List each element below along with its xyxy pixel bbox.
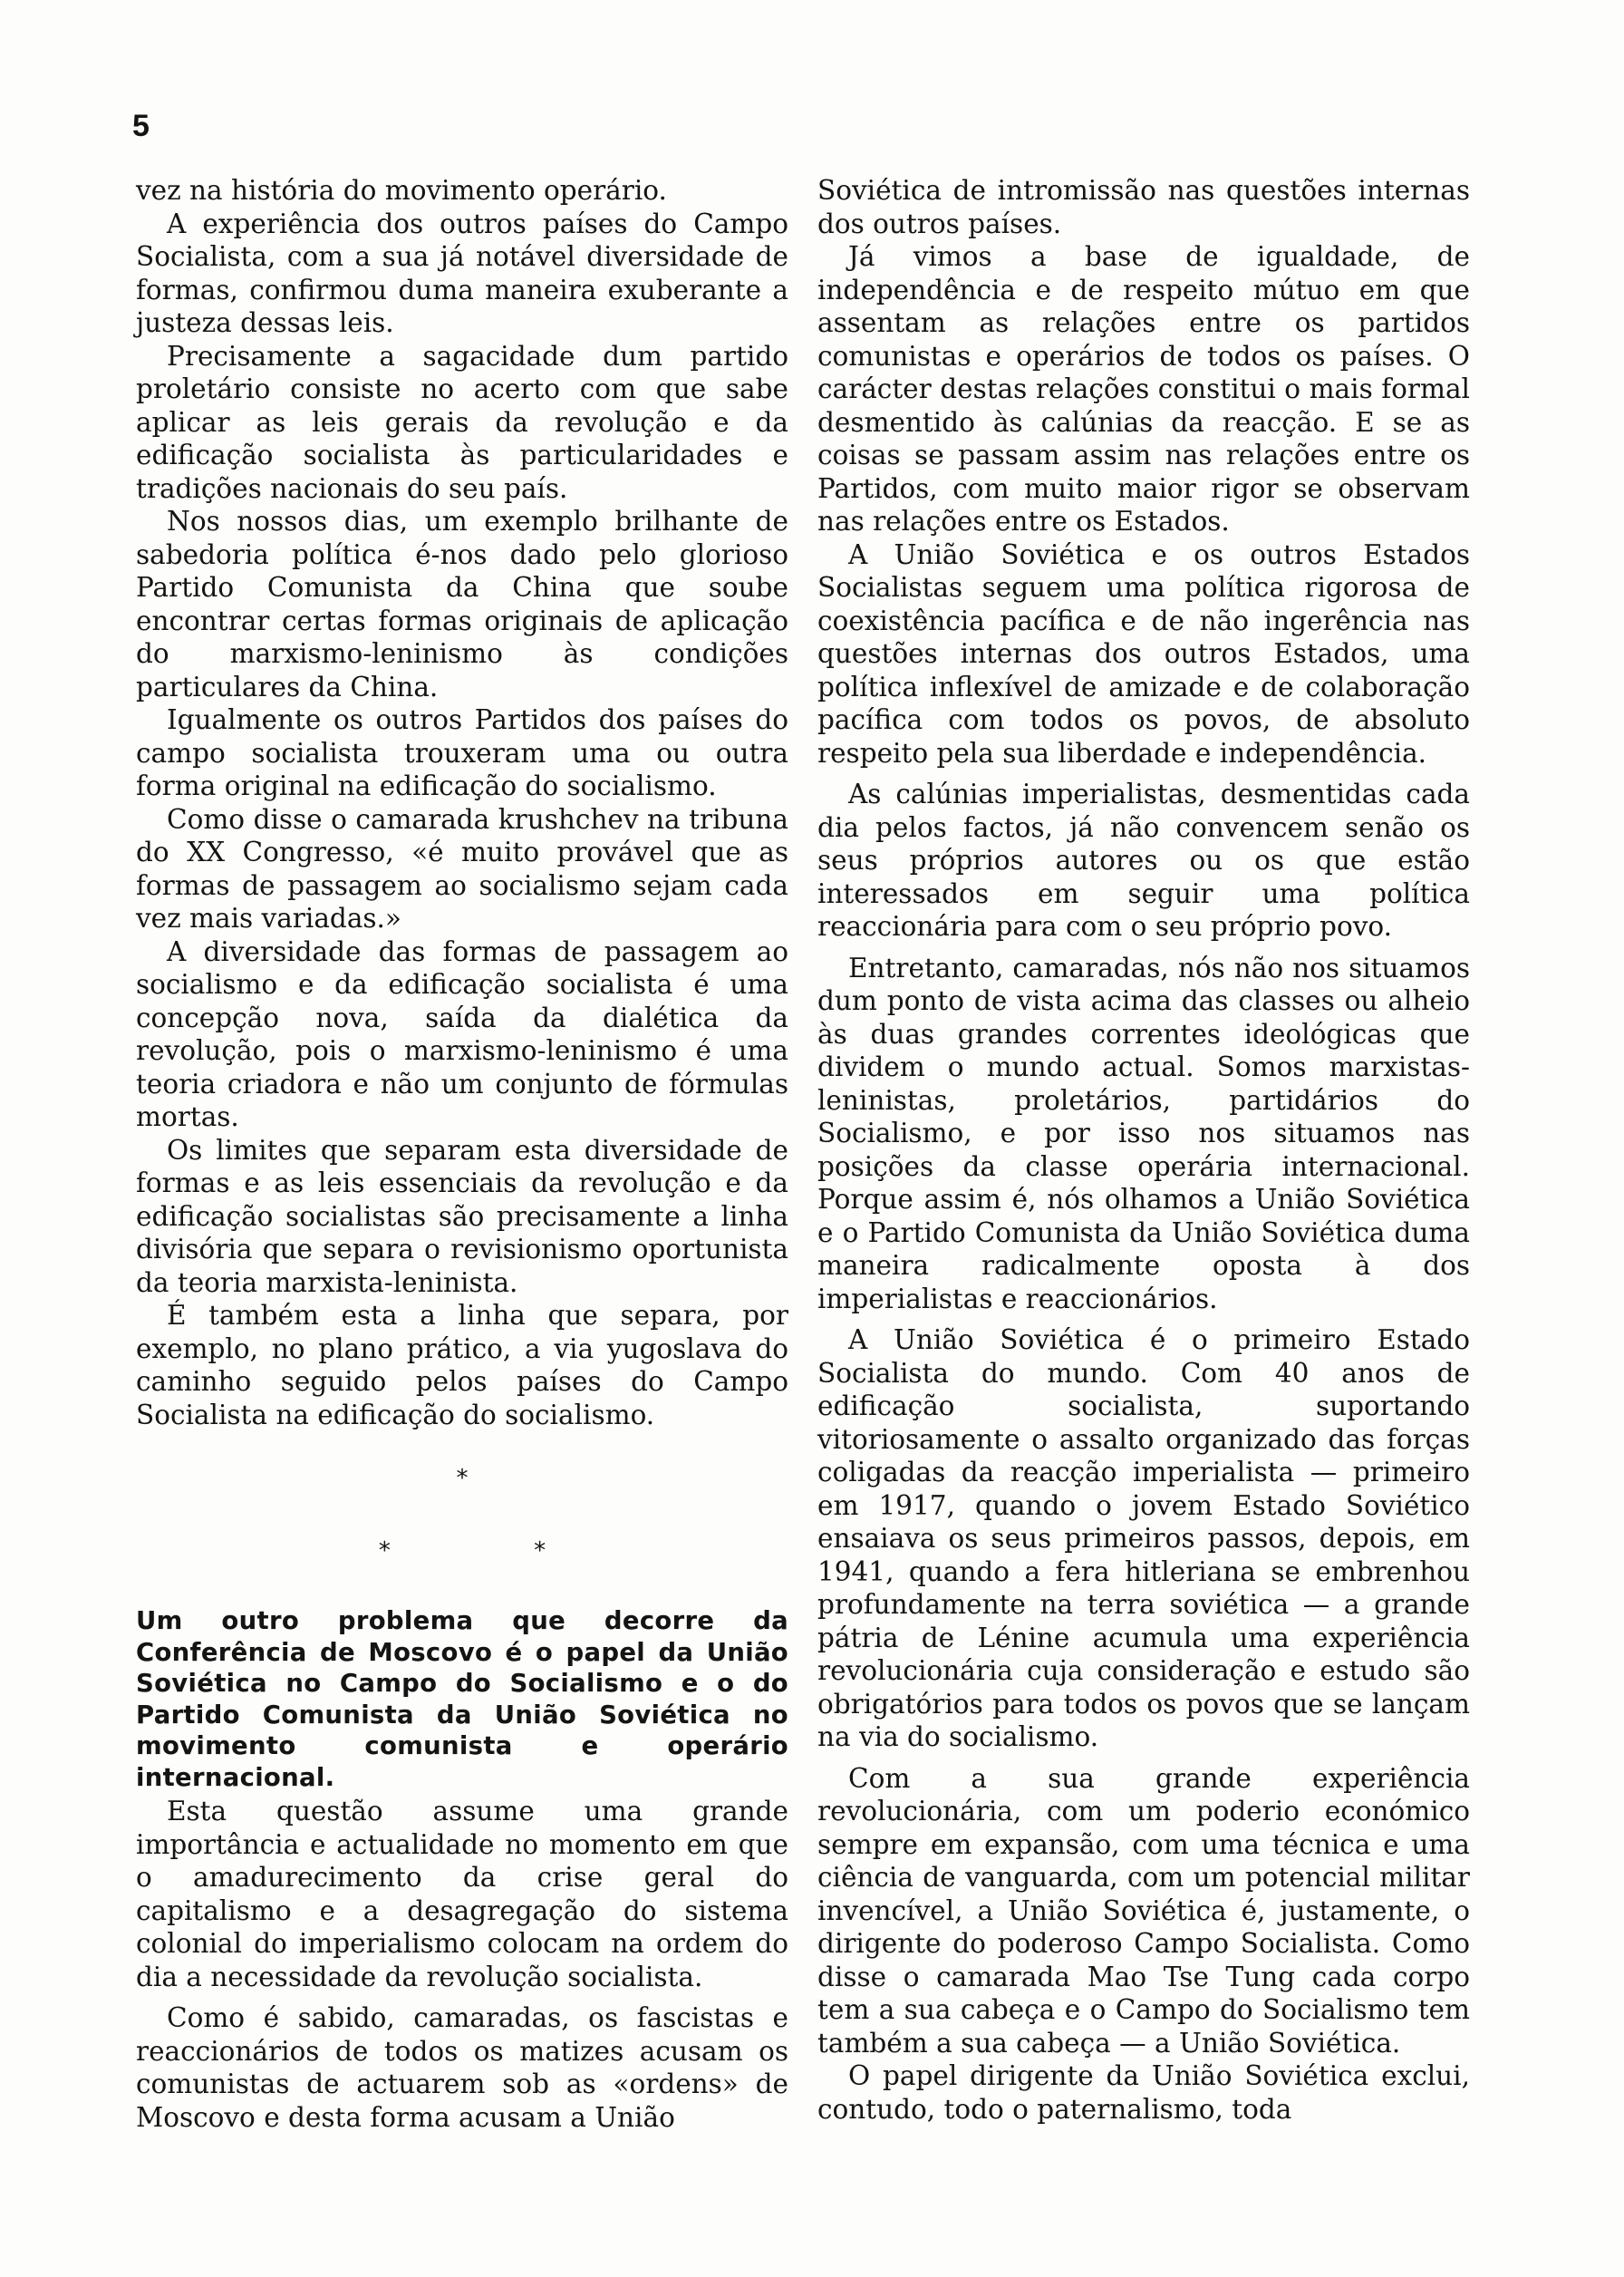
paragraph: O papel dirigente da União Soviética exclui, contudo, todo o paternalismo, toda <box>817 2060 1470 2125</box>
right-column <box>817 174 1470 2126</box>
section-separator-bottom: * * <box>378 1537 546 1565</box>
paragraph: Como é sabido, camaradas, os fascistas e reaccionários de todos os matizes acusam os comunistas de actuarem sob as «ordens» de Moscovo e desta forma acusam a União <box>136 2002 788 2133</box>
paragraph: Com a sua grande experiência revolucionária, com um poderio económico sempre em expansão, com uma técnica e uma ciência de vanguarda, com um potencial militar invencível, a União Soviética é, justamente, o dirigente do poderoso Campo Socialista. Como disse o camarada Mao Tse Tung cada corpo tem a sua cabeça e o Campo do Socialismo tem também a sua cabeça — a União Soviética. <box>817 1762 1470 2059</box>
paragraph: Já vimos a base de igualdade, de independência e de respeito mútuo em que assentam as relações entre os partidos comunistas e operários de todos os países. O carácter destas relações constitui o mais formal desmentido às calúnias da reacção. E se as coisas se passam assim nas relações entre os Partidos, com muito maior rigor se observam nas relações entre os Estados. <box>817 241 1470 537</box>
paragraph: A União Soviética e os outros Estados Socialistas seguem uma política rigorosa de coexistência pacífica e de não ingerência nas questões internas dos outros Estados, uma política inflexível de amizade e de colaboração pacífica com todos os povos, de absoluto respeito pela sua liberdade e independência. <box>817 538 1470 769</box>
paragraph: Igualmente os outros Partidos dos países do campo socialista trouxeram uma ou outra forma original na edificação do socialismo. <box>136 704 788 801</box>
section-separator-top: * <box>456 1465 469 1492</box>
left-column <box>136 174 788 2134</box>
paragraph: Os limites que separam esta diversidade de formas e as leis essenciais da revolução e da edificação socialistas são precisamente a linha divisória que separa o revisionismo oportunista da teoria marxista-leninista. <box>136 1134 788 1298</box>
paragraph: Como disse o camarada krushchev na tribuna do XX Congresso, «é muito provável que as formas de passagem ao socialismo sejam cada vez mais variadas.» <box>136 803 788 934</box>
paragraph: Soviética de intromissão nas questões internas dos outros países. <box>817 175 1470 239</box>
paragraph: vez na história do movimento operário. <box>136 175 667 206</box>
paragraph: Nos nossos dias, um exemplo brilhante de sabedoria política é-nos dado pelo glorioso Partido Comunista da China que soube encontrar certas formas originais de aplicação do marxismo-leninismo às condições particulares da China. <box>136 506 788 702</box>
paragraph: Esta questão assume uma grande importância e actualidade no momento em que o amadurecimento da crise geral do capitalismo e a desagregação do sistema colonial do imperialismo colocam na ordem do dia a necessidade da revolução socialista. <box>136 1796 788 1992</box>
paragraph: Precisamente a sagacidade dum partido proletário consiste no acerto com que sabe aplicar as leis gerais da revolução e da edificação socialista às particularidades e tradições nacionais do seu país. <box>136 340 788 504</box>
paragraph: É também esta a linha que separa, por exemplo, no plano prático, a via yugoslava do caminho seguido pelos países do Campo Socialista na edificação do socialismo. <box>136 1300 788 1430</box>
paragraph: As calúnias imperialistas, desmentidas cada dia pelos factos, já não convencem senão os seus próprios autores ou os que estão interessados em seguir uma política reaccionária para com o seu próprio povo. <box>817 779 1470 942</box>
section-heading: Um outro problema que decorre da Conferência de Moscovo é o papel da União Soviética no Campo do Socialismo e o do Partido Comunista da União Soviética no movimento comunista e operário internacional. <box>136 1606 788 1792</box>
paragraph: Entretanto, camaradas, nós não nos situamos dum ponto de vista acima das classes ou alheio às duas grandes correntes ideológicas que dividem o mundo actual. Somos marxistas-leninistas, proletários, partidários do Socialismo, e por isso nos situamos nas posições da classe operária internacional. Porque assim é, nós olhamos a União Soviética e o Partido Comunista da União Soviética duma maneira radicalmente oposta à dos imperialistas e reaccionários. <box>817 952 1470 1314</box>
paragraph: A experiência dos outros países do Campo Socialista, com a sua já notável diversidade de formas, confirmou duma maneira exuberante a justeza dessas leis. <box>136 208 788 338</box>
paragraph: A diversidade das formas de passagem ao socialismo e da edificação socialista é uma concepção nova, saída da dialética da revolução, pois o marxismo-leninismo é uma teoria criadora e não um conjunto de fórmulas mortas. <box>136 935 788 1132</box>
page-number: 5 <box>132 109 150 143</box>
paragraph: A União Soviética é o primeiro Estado Socialista do mundo. Com 40 anos de edificação socialista, suportando vitoriosamente o assalto organizado das forças coligadas da reacção imperialista — primeiro em 1917, quando o jovem Estado Soviético ensaiava os seus primeiros passos, depois, em 1941, quando a fera hitleriana se embrenhou profundamente na terra soviética — a grande pátria de Lénine acumula uma experiência revolucionária cuja consideração e estudo são obrigatórios para todos os povos que se lançam na via do socialismo. <box>817 1324 1470 1752</box>
